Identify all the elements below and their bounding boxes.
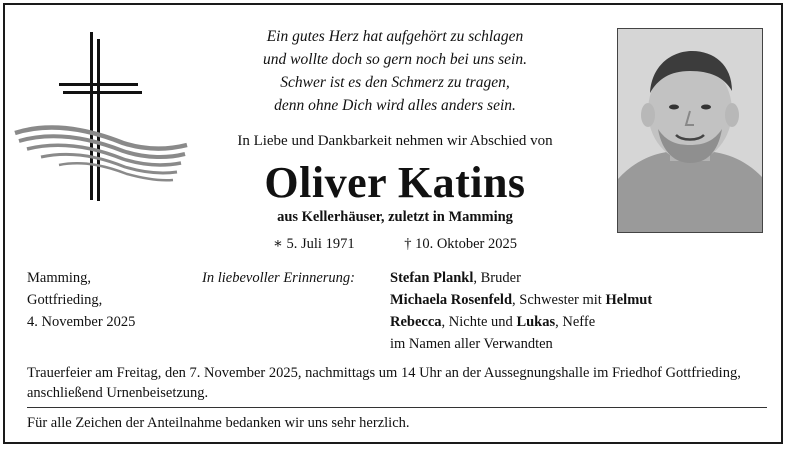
- birth-date: ∗ 5. Juli 1971: [273, 236, 355, 252]
- death-date: † 10. Oktober 2025: [404, 236, 517, 252]
- portrait-illustration: [618, 29, 762, 232]
- mourner-name: Stefan Plankl: [390, 270, 474, 286]
- mourner-relation: , Bruder: [473, 270, 521, 286]
- thanks-text: Für alle Zeichen der Anteilnahme bedanken wir uns sehr herzlich.: [27, 415, 410, 431]
- divider: [27, 407, 767, 408]
- mourner-relation: , Neffe: [555, 314, 596, 330]
- place-and-date: [27, 267, 197, 333]
- poem-line: Ein gutes Herz hat aufgehört zu schlagen: [266, 28, 524, 45]
- cross-with-waves-icon: [13, 27, 189, 205]
- mourner-name: Michaela Rosenfeld: [390, 292, 513, 308]
- poem-line: und wollte doch so gern noch bei uns sein.: [263, 51, 527, 68]
- portrait-photo: [617, 28, 763, 233]
- mourner-entry: im Namen aller Verwandten: [390, 336, 553, 352]
- memory-label: In liebevoller Erinnerung:: [202, 270, 356, 286]
- mourner-entry: [390, 311, 780, 333]
- deceased-name: Oliver Katins: [264, 158, 526, 207]
- deceased-origin: aus Kellerhäuser, zuletzt in Mamming: [277, 209, 513, 225]
- poem-line: Schwer ist es den Schmerz zu tragen,: [280, 74, 510, 91]
- mourner-name: Helmut: [605, 292, 653, 308]
- mourners-list: [390, 267, 780, 355]
- life-dates: [195, 236, 595, 253]
- place-line: Mamming,: [27, 270, 92, 286]
- mourner-entry: [390, 289, 780, 311]
- mourner-relation: , Schwester mit: [512, 292, 606, 308]
- funeral-details: Trauerfeier am Freitag, den 7. November 2025, nachmittags um 14 Uhr an der Aussegnungshalle im Friedhof Gottfrieding, anschließend Urnenbeisetzung.: [27, 365, 741, 401]
- poem: [195, 25, 595, 117]
- poem-line: denn ohne Dich wird alles anders sein.: [274, 97, 516, 114]
- notice-date: 4. November 2025: [27, 314, 136, 330]
- mourner-relation: , Nichte und: [441, 314, 517, 330]
- mourner-name: Lukas: [516, 314, 556, 330]
- intro-text: In Liebe und Dankbarkeit nehmen wir Abschied von: [237, 133, 553, 149]
- mourner-entry: [390, 267, 780, 289]
- obituary-notice: [3, 3, 783, 444]
- mourner-name: Rebecca: [390, 314, 442, 330]
- place-line: Gottfrieding,: [27, 292, 103, 308]
